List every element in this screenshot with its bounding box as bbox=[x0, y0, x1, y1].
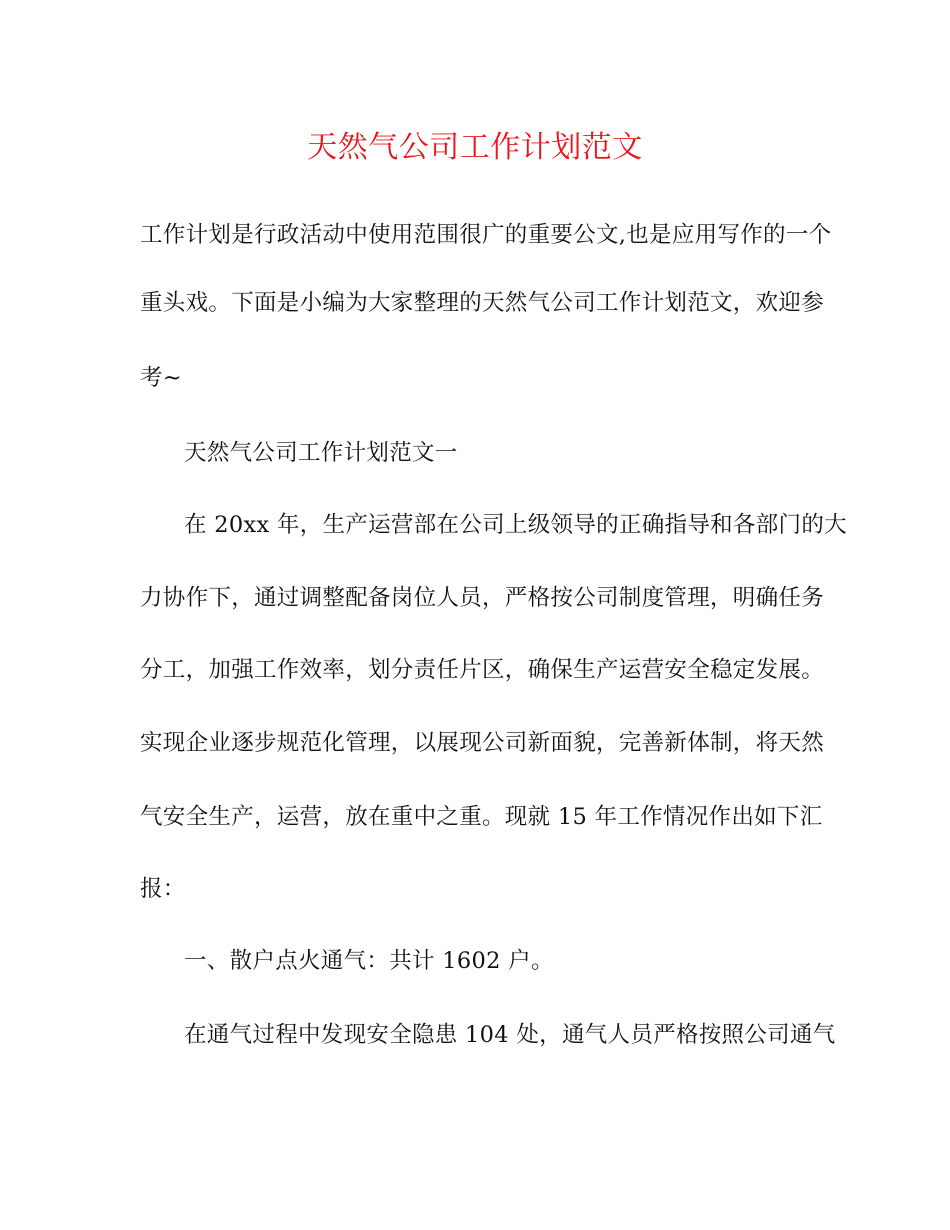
paragraph-line: 力协作下，通过调整配备岗位人员，严格按公司制度管理，明确任务 bbox=[140, 585, 825, 611]
paragraph-line: 分工，加强工作效率，划分责任片区，确保生产运营安全稳定发展。 bbox=[140, 657, 825, 683]
paragraph-line: 重头戏。下面是小编为大家整理的天然气公司工作计划范文，欢迎参 bbox=[140, 290, 825, 316]
section-heading: 天然气公司工作计划范文一 bbox=[184, 440, 458, 466]
document-title: 天然气公司工作计划范文 bbox=[307, 130, 643, 165]
paragraph-line: 报： bbox=[140, 876, 186, 902]
paragraph-line: 气安全生产，运营，放在重中之重。现就 15 年工作情况作出如下汇 bbox=[140, 804, 823, 830]
paragraph-line: 考~ bbox=[140, 365, 182, 391]
list-item: 一、散户点火通气：共计 1602 户。 bbox=[184, 948, 554, 974]
paragraph-line: 在通气过程中发现安全隐患 104 处，通气人员严格按照公司通气 bbox=[184, 1022, 836, 1048]
paragraph-line: 工作计划是行政活动中使用范围很广的重要公文,也是应用写作的一个 bbox=[140, 222, 832, 248]
paragraph-line: 实现企业逐步规范化管理，以展现公司新面貌，完善新体制，将天然 bbox=[140, 730, 825, 756]
paragraph-line: 在 20xx 年，生产运营部在公司上级领导的正确指导和各部门的大 bbox=[184, 512, 847, 538]
